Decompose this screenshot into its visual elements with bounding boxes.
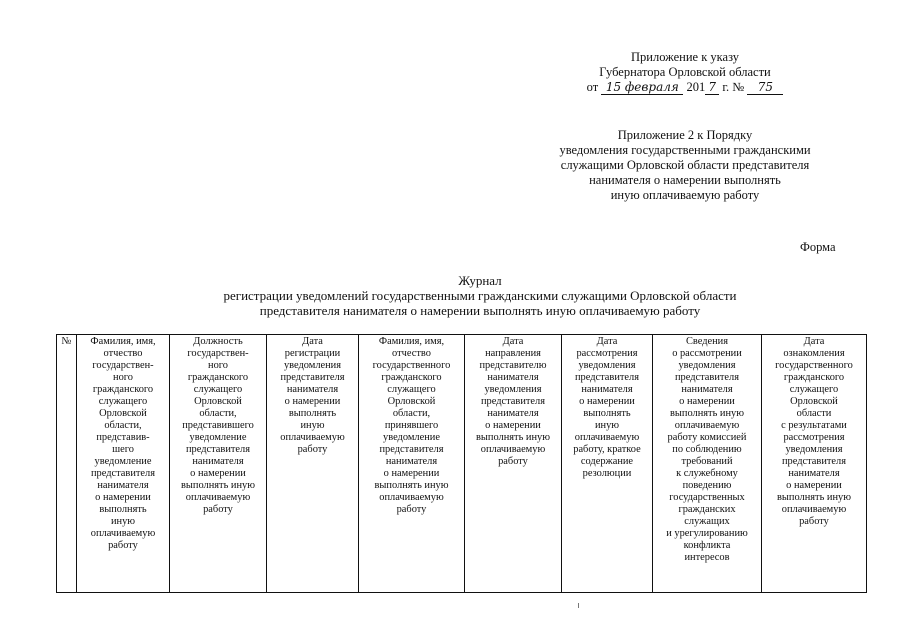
year-suffix-number-label: г. № [722, 80, 745, 94]
column-header-employee-position: Должность государствен- ного гражданского служащего Орловской области, представившего уведомление представителя нанимателя о намерении выполнять иную оплачиваемую работу [170, 335, 267, 593]
order-appendix-block [560, 50, 810, 95]
column-header-number: № [57, 335, 77, 593]
procedure-appendix-line: уведомления государственными гражданскими [559, 143, 811, 157]
procedure-appendix-block [520, 128, 850, 203]
title-subtitle-line-1: регистрации уведомлений государственными гражданскими служащими Орловской области [223, 288, 737, 303]
title-journal: Журнал [458, 273, 502, 288]
procedure-appendix-line: иную оплачиваемую работу [610, 188, 760, 202]
scan-artifact-mark [578, 603, 579, 608]
procedure-appendix-line: нанимателя о намерении выполнять [589, 173, 781, 187]
column-header-employee-name: Фамилия, имя, отчество государствен- ного гражданского служащего Орловской области, представив- шего уведомление представителя нанимателя о намерении выполнять иную оплачиваемую работу [77, 335, 170, 593]
column-header-forwarding-date: Дата направления представителю нанимателя уведомления представителя нанимателя о намерении выполнять иную оплачиваемую работу [465, 335, 562, 593]
from-label: от [586, 80, 599, 94]
order-date-number-line [560, 80, 810, 95]
order-appendix-title: Приложение к указу [630, 50, 740, 64]
form-label: Форма [800, 240, 836, 254]
document-title [120, 273, 840, 318]
column-header-receiver-name: Фамилия, имя, отчество государственного гражданского служащего Орловской области, принявшего уведомление представителя нанимателя о намерении выполнять иную оплачиваемую работу [359, 335, 465, 593]
title-subtitle-line-2: представителя нанимателя о намерении выполнять иную оплачиваемую работу [259, 303, 701, 318]
handwritten-date: 15 февраля [601, 81, 683, 95]
table-header-row [57, 335, 867, 593]
year-prefix: 201 [686, 80, 706, 94]
handwritten-year-digit: 7 [705, 81, 719, 95]
column-header-acquaintance-date: Дата ознакомления государственного гражданского служащего Орловской области с результатами рассмотрения уведомления представителя нанимателя о намерении выполнять иную оплачиваемую работу [762, 335, 867, 593]
procedure-appendix-line: служащими Орловской области представителя [560, 158, 810, 172]
column-header-review-date: Дата рассмотрения уведомления представителя нанимателя о намерении выполнять иную оплачиваемую работу, краткое содержание резолюции [562, 335, 653, 593]
column-header-commission-info: Сведения о рассмотрении уведомления представителя нанимателя о намерении выполнять иную оплачиваемую работу комиссией по соблюдению требований к служебному поведению государственных гражданских служащих и урегулированию конфликта интересов [653, 335, 762, 593]
handwritten-order-number: 75 [747, 81, 783, 95]
journal-table [56, 334, 867, 593]
order-appendix-issuer: Губернатора Орловской области [599, 65, 771, 79]
procedure-appendix-line: Приложение 2 к Порядку [617, 128, 753, 142]
column-header-registration-date: Дата регистрации уведомления представителя нанимателя о намерении выполнять иную оплачиваемую работу [267, 335, 359, 593]
